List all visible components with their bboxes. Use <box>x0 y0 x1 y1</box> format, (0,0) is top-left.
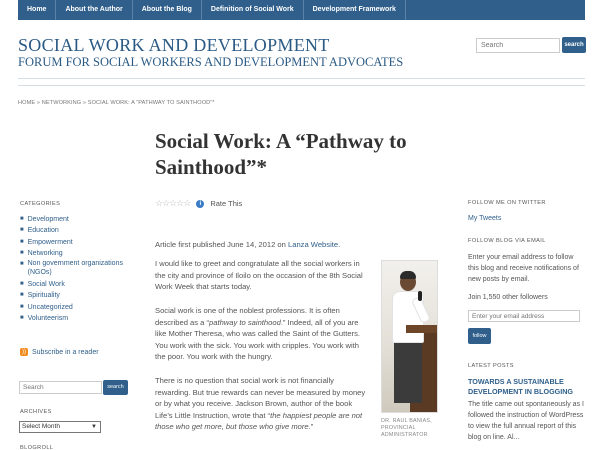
podium-top-shape <box>406 325 438 333</box>
nav-about-blog[interactable]: About the Blog <box>133 0 202 20</box>
nav-home[interactable]: Home <box>18 0 56 20</box>
email-follow-heading: FOLLOW BLOG VIA EMAIL <box>468 238 546 244</box>
hair-shape <box>400 271 416 279</box>
category-item[interactable]: ■ Empowerment <box>20 238 73 246</box>
archive-month-select[interactable] <box>19 421 101 433</box>
sidebar-search-input[interactable] <box>19 381 102 394</box>
category-item[interactable]: ■ Non government organizations (NGOs) <box>20 260 123 276</box>
latest-post-excerpt: The title came out spontaneously as I followed the instruction of WordPress to view the full annual report of this blog on line. Al... <box>468 401 584 441</box>
email-input[interactable] <box>468 310 580 322</box>
header-search-input[interactable] <box>476 38 560 53</box>
lanza-website-link[interactable]: Lanza Website <box>288 240 339 249</box>
rate-this-label: Rate This <box>210 199 243 208</box>
category-item[interactable]: ■ Education <box>20 227 59 235</box>
blogroll-heading: BLOGROLL <box>20 445 54 450</box>
rss-icon: )) <box>22 349 26 355</box>
top-navigation <box>18 0 585 20</box>
sidebar-search-button[interactable]: search <box>103 380 128 395</box>
rating-widget <box>155 198 242 209</box>
nav-about-author[interactable]: About the Author <box>56 0 132 20</box>
post-paragraph: I would like to greet and congratulate all the social workers in the city and province of Iloilo on the occasion of the 8th Social Work Week that starts today. <box>155 259 363 292</box>
header-divider <box>18 78 585 79</box>
latest-posts-heading: LATEST POSTS <box>468 363 514 369</box>
breadcrumb[interactable]: HOME » NETWORKING » SOCIAL WORK: A “PATHWAY TO SAINTHOOD”* <box>18 100 215 106</box>
rss-subscribe[interactable] <box>20 348 99 356</box>
photo-caption: DR. RAUL BANIAS, PROVINCIAL ADMINISTRATOR <box>381 418 432 438</box>
nav-development-framework[interactable]: Development Framework <box>304 0 406 20</box>
speaker-photo <box>381 260 438 413</box>
twitter-heading: FOLLOW ME ON TWITTER <box>468 200 546 206</box>
archive-select-value: Select Month <box>22 423 60 430</box>
microphone-icon <box>418 291 422 301</box>
category-item[interactable]: ■ Spirituality <box>20 292 60 300</box>
categories-heading: CATEGORIES <box>20 201 61 207</box>
followers-count: Join 1,550 other followers <box>468 294 548 301</box>
published-line: Article first published June 14, 2012 on Lanza Website. <box>155 240 341 249</box>
chevron-down-icon: ▼ <box>91 424 97 430</box>
latest-post-title[interactable]: TOWARDS A SUSTAINABLE DEVELOPMENT IN BLOGGING <box>468 377 574 396</box>
site-tagline: FORUM FOR SOCIAL WORKERS AND DEVELOPMENT ADVOCATES <box>18 55 404 69</box>
my-tweets-link[interactable]: My Tweets <box>468 215 502 222</box>
post-paragraph: There is no question that social work is not financially rewarding. But true rewards can never be measured by money or by what you receive. Jackson Brown, author of the book Life’s Little Instruction, wrote that “the happiest people are not those who get more, but those who give more.” <box>155 376 366 432</box>
post-title: Social Work: A “Pathway to Sainthood”* <box>155 129 407 179</box>
site-title[interactable]: SOCIAL WORK AND DEVELOPMENT <box>18 35 330 55</box>
category-item[interactable]: ■ Networking <box>20 249 63 257</box>
rss-label: Subscribe in a reader <box>32 348 99 356</box>
email-follow-text: Enter your email address to follow this blog and receive notifications of new posts by email. <box>468 254 579 283</box>
rating-stars[interactable]: ☆☆☆☆☆ <box>155 198 191 208</box>
info-icon: i <box>196 200 204 208</box>
category-item[interactable]: ■ Uncategorized <box>20 303 73 311</box>
published-text: Article first published June 14, 2012 on <box>155 240 286 249</box>
archives-heading: ARCHIVES <box>20 409 52 415</box>
category-item[interactable]: ■ Social Work <box>20 281 65 289</box>
follow-button[interactable]: follow <box>468 328 491 344</box>
header-search-button[interactable]: search <box>562 37 586 53</box>
category-list <box>20 214 132 324</box>
post-paragraph: Social work is one of the noblest professions. It is often described as a “pathway to sainthood.” Indeed, all of you are like Mother Theresa, who was called the Saint of the Gutters. You work with the sick. You work with cripples. You work with the poor. You work with the hungry. <box>155 306 360 362</box>
header-divider-lower <box>18 85 585 86</box>
category-item[interactable]: ■ Development <box>20 216 69 223</box>
category-item[interactable]: ■ Volunteerism <box>20 315 69 323</box>
pants-shape <box>394 343 422 403</box>
nav-definition-social-work[interactable]: Definition of Social Work <box>202 0 304 20</box>
